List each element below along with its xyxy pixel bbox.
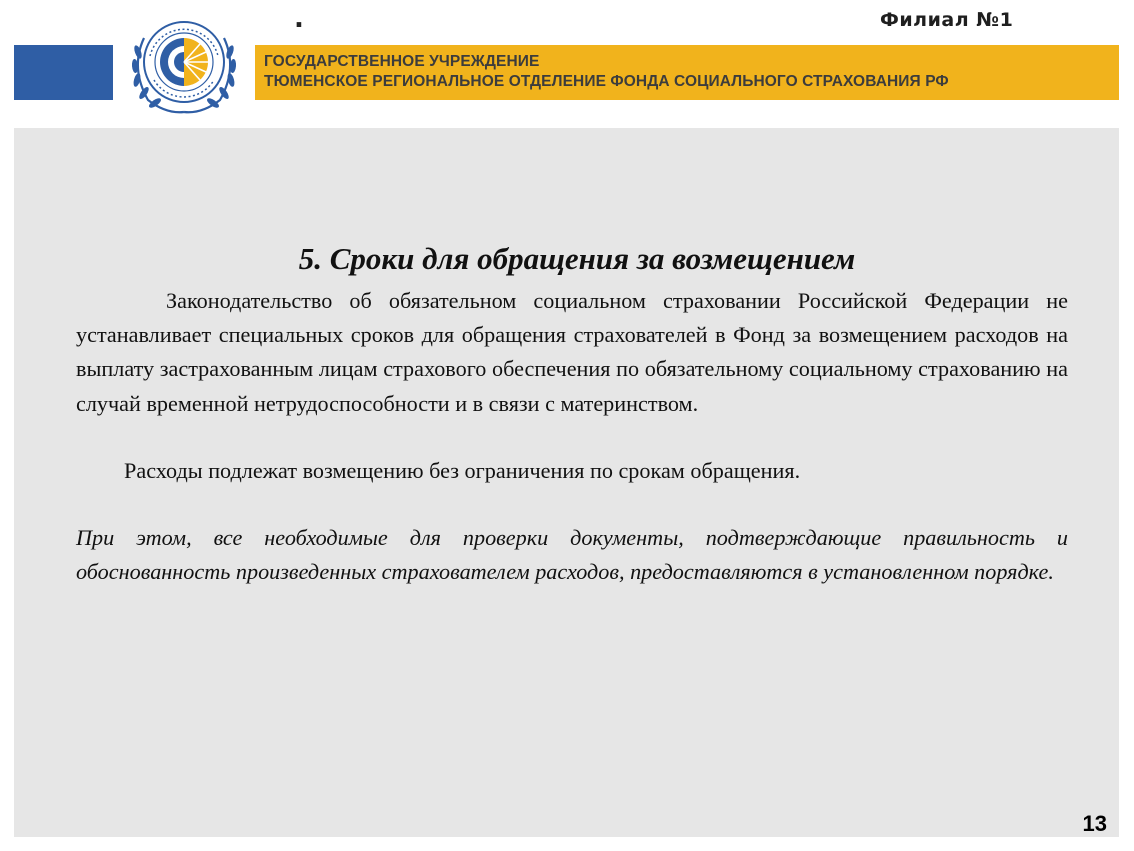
organization-banner <box>255 45 1119 100</box>
slide-heading: 5. Сроки для обращения за возмещением <box>298 241 856 276</box>
paragraph-documents: При этом, все необходимые для проверки документы, подтверждающие правильность и обоснованность произведенных страхователем расходов, предоставляются в установленном порядке. <box>76 525 1068 585</box>
blue-accent-block <box>14 45 113 100</box>
slide-content <box>14 128 1119 837</box>
fss-emblem-icon <box>122 8 246 118</box>
paragraph-legislation: Законодательство об обязательном социальном страховании Российской Федерации не устанавливает специальных сроков для обращения страхователей в Фонд за возмещением расходов на выплату застрахованным лицам страхового обеспечения по обязательному социальному страхованию на случай временной нетрудоспособности и в связи с материнством. <box>76 288 1068 416</box>
page-number: 13 <box>1082 811 1107 836</box>
paragraph-expenses: Расходы подлежат возмещению без ограничения по срокам обращения. <box>124 458 801 483</box>
branch-label: Филиал №1 <box>880 9 1014 31</box>
banner-subtitle: ТЮМЕНСКОЕ РЕГИОНАЛЬНОЕ ОТДЕЛЕНИЕ ФОНДА СОЦИАЛЬНОГО СТРАХОВАНИЯ РФ <box>264 73 949 90</box>
banner-title: ГОСУДАРСТВЕННОЕ УЧРЕЖДЕНИЕ <box>264 53 540 70</box>
header-dot: . <box>294 4 304 34</box>
